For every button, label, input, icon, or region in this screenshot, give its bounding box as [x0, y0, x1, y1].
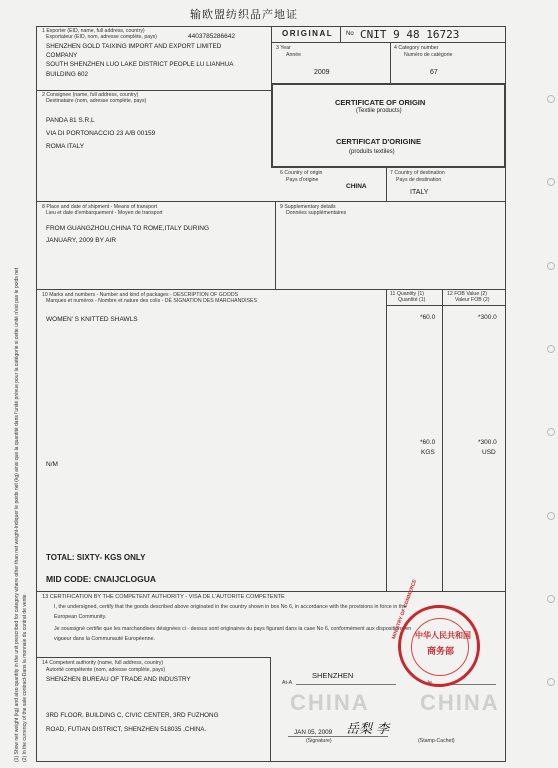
quantity-value: *60.0	[420, 314, 436, 321]
field2-label: 2 Consignee (name, full address, country)	[42, 92, 139, 98]
at-label: At-A	[282, 680, 293, 686]
punch-hole	[547, 95, 555, 103]
stamp-label: (Stamp-Cachet)	[418, 738, 455, 744]
field12-label-fr: Valeur FOB (2)	[455, 297, 490, 303]
fob-value: *300.0	[478, 314, 497, 321]
consignee-line: ROMA ITALY	[46, 143, 85, 150]
origin-country: CHINA	[346, 183, 367, 190]
total-line: TOTAL: SIXTY- KGS ONLY	[46, 553, 146, 562]
field1-label-fr: Exportateur (EID, nom, adresse complète, pays)	[46, 34, 158, 40]
le-label: le	[428, 680, 433, 686]
exporter-line: BUILDING 602	[46, 71, 88, 78]
quantity-total: *60.0	[420, 439, 436, 446]
shipment-line-1: FROM GUANGZHOU,CHINA TO ROME,ITALY DURING	[46, 225, 209, 232]
field8-label-fr: Lieu et date d'embarquement - Moyen de transport	[46, 210, 163, 216]
stamp-text-2: 商务部	[427, 646, 455, 656]
field13-label: 13 CERTIFICATION BY THE COMPETENT AUTHORITY - VISA DE L'AUTORITE COMPETENTE	[42, 594, 285, 600]
marks-value: N/M	[46, 461, 58, 468]
field3-label: 3 Year	[276, 45, 291, 51]
field7-label: 7 Country of destination	[390, 170, 445, 176]
fob-total: *300.0	[478, 439, 497, 446]
document-title: 输欧盟纺织品产地证	[190, 8, 298, 21]
exporter-line: SHENZHEN GOLD TAIXING IMPORT AND EXPORT LIMITED	[46, 43, 222, 50]
sign-date: JAN 05, 2009	[294, 729, 333, 736]
footnote-2: (2) In the currency of the sale contract-Dans la monnaie du contrat de vente	[22, 594, 28, 762]
cert-no-prefix: No	[346, 31, 354, 37]
field7-label-fr: Pays de destination	[396, 177, 442, 183]
destination-country: ITALY	[410, 189, 429, 196]
certification-text-2: European Community.	[54, 614, 107, 620]
cert-title-fr: CERTIFICAT D'ORIGINE	[336, 137, 421, 146]
field9-label: 9 Supplementary details	[280, 204, 336, 210]
exporter-eid: 4403785286642	[188, 33, 235, 40]
category-value: 67	[430, 69, 438, 76]
field1-label: 1 Exporter (EID, name, full address, country)	[42, 28, 145, 34]
punch-hole	[547, 595, 555, 603]
certification-text-4: vigueur dans la Communauté Européenne.	[54, 636, 156, 642]
cert-sub-en: (Textile products)	[356, 108, 402, 114]
footnote-1: (1) Show net weight (kg) and also quantity in the unit prescribed for category where other than net weight-Indiquer le poids net (kg) ainsi que la quantité dans l'unité prévue pour la catégorie si cette unité n'est pas le poids net	[14, 267, 20, 762]
authority-name: SHENZHEN BUREAU OF TRADE AND INDUSTRY	[46, 676, 191, 683]
consignee-line: PANDA 81 S.R.L	[46, 117, 95, 124]
punch-hole	[547, 428, 555, 436]
field11-label: 11 Quantity (1)	[390, 291, 424, 297]
field10-label-fr: Marques et numéros - Nombre et nature des colis - DÉ SIGNATION DES MARCHANDISES	[46, 298, 257, 304]
field4-label-fr: Numéro de catégorie	[404, 52, 453, 58]
cert-sub-fr: (produits textiles)	[349, 149, 395, 155]
quantity-unit: KGS	[421, 449, 435, 456]
cert-number: CNIT 9 48 16723	[360, 28, 460, 41]
certificate-title-box	[271, 83, 506, 168]
exporter-line: COMPANY	[46, 52, 78, 59]
punch-hole	[547, 345, 555, 353]
punch-hole	[547, 678, 555, 686]
field6-label-fr: Pays d'origine	[286, 177, 319, 183]
field8-label: 8 Place and date of shipment - Means of transport	[42, 204, 158, 210]
field14-label: 14 Competent authority (name, full address, country)	[42, 660, 164, 666]
field12-label: 12 FOB Value (2)	[447, 291, 487, 297]
punch-hole	[547, 262, 555, 270]
field6-label: 6 Country of origin	[280, 170, 323, 176]
field2-label-fr: Destinataire (nom, adresse complète, pays)	[46, 98, 147, 104]
stamp-text: 中华人民共和国	[415, 631, 471, 640]
handwritten-signature: 岳梨 李	[346, 722, 390, 737]
field9-label-fr: Données supplémentaires	[286, 210, 347, 216]
certification-text-3: Je soussigné certifie que les marchandises désignées ci - dessus sont originaires du pays figurant dans la case No 6, conformément aux dispositions en	[54, 626, 412, 632]
watermark: CHINA	[420, 690, 500, 715]
consignee-line: VIA DI PORTONACCIO 23 A/B 00159	[46, 130, 156, 137]
field14-label-fr: Autorité compétente (nom, adresse complète, pays)	[46, 667, 166, 673]
field3-label-fr: Année	[286, 52, 302, 58]
field11-label-fr: Quantité (1)	[398, 297, 426, 303]
fob-currency: USD	[482, 449, 496, 456]
signature-label: (Signature)	[306, 738, 332, 744]
field10-label: 10 Marks and numbers - Number and kind of packages - DESCRIPTION OF GOODS	[42, 292, 239, 298]
punch-hole	[547, 178, 555, 186]
authority-address-1: 3RD FLOOR, BUILDING C, CIVIC CENTER, 3RD FUZHONG	[46, 712, 219, 719]
sign-place: SHENZHEN	[312, 671, 354, 680]
stamp-ring-text: MINISTRY OF COMMERCE	[391, 578, 419, 641]
year-value: 2009	[314, 69, 330, 76]
punch-hole	[547, 512, 555, 520]
cert-title-en: CERTIFICATE OF ORIGIN	[335, 98, 426, 107]
exporter-line: SOUTH SHENZHEN LUO LAKE DISTRICT PEOPLE LU LIANHUA	[46, 61, 234, 68]
goods-description: WOMEN' S KNITTED SHAWLS	[46, 316, 138, 323]
watermark: CHINA	[290, 690, 370, 715]
certification-text-1: I, the undersigned, certify that the goods described above originated in the country shown in box No 6, in accordance with the provisions in force in the	[54, 604, 407, 610]
field4-label: 4 Category number	[394, 45, 439, 51]
authority-address-2: ROAD, FUTIAN DISTRICT, SHENZHEN 518035 ,CHINA.	[46, 726, 207, 733]
shipment-line-2: JANUARY, 2009 BY AIR	[46, 237, 117, 244]
official-stamp	[391, 578, 480, 687]
original-label: ORIGINAL	[282, 29, 334, 38]
mid-code: MID CODE: CNAIJCLOGUA	[46, 574, 157, 584]
